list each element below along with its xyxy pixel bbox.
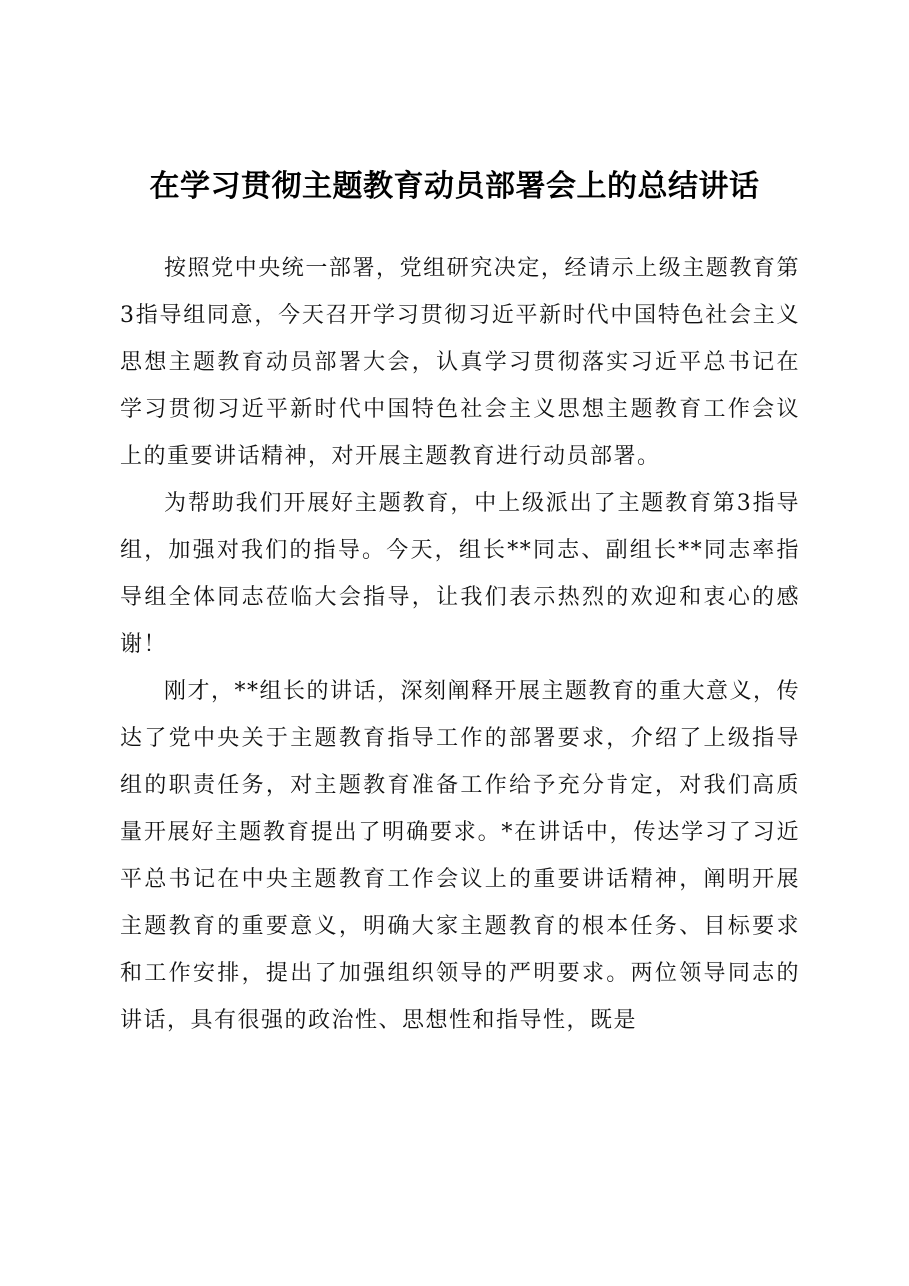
document-title: 在学习贯彻主题教育动员部署会上的总结讲话 <box>149 169 760 204</box>
paragraph-3: 刚才，**组长的讲话，深刻阐释开展主题教育的重大意义，传达了党中央关于主题教育指导工作的部署要求，介绍了上级指导组的职责任务，对主题教育准备工作给予充分肯定，对我们高质量开展好主题教育提出了明确要求。*在讲话中，传达学习了习近平总书记在中央主题教育工作会议上的重要讲话精神，阐明开展主题教育的重要意义，明确大家主题教育的根本任务、目标要求和工作安排，提出了加强组织领导的严明要求。两位领导同志的讲话，具有很强的政治性、思想性和指导性，既是 <box>120 679 801 1033</box>
paragraph-1: 按照党中央统一部署，党组研究决定，经请示上级主题教育第3指导组同意，今天召开学习贯彻习近平新时代中国特色社会主义思想主题教育动员部署大会，认真学习贯彻落实习近平总书记在学习贯彻习近平新时代中国特色社会主义思想主题教育工作会议上的重要讲话精神，对开展主题教育进行动员部署。 <box>120 256 800 469</box>
document-body <box>120 245 800 1044</box>
paragraph-2: 为帮助我们开展好主题教育，中上级派出了主题教育第3指导组，加强对我们的指导。今天，组长**同志、副组长**同志率指导组全体同志莅临大会指导，让我们表示热烈的欢迎和衷心的感谢！ <box>120 491 800 657</box>
